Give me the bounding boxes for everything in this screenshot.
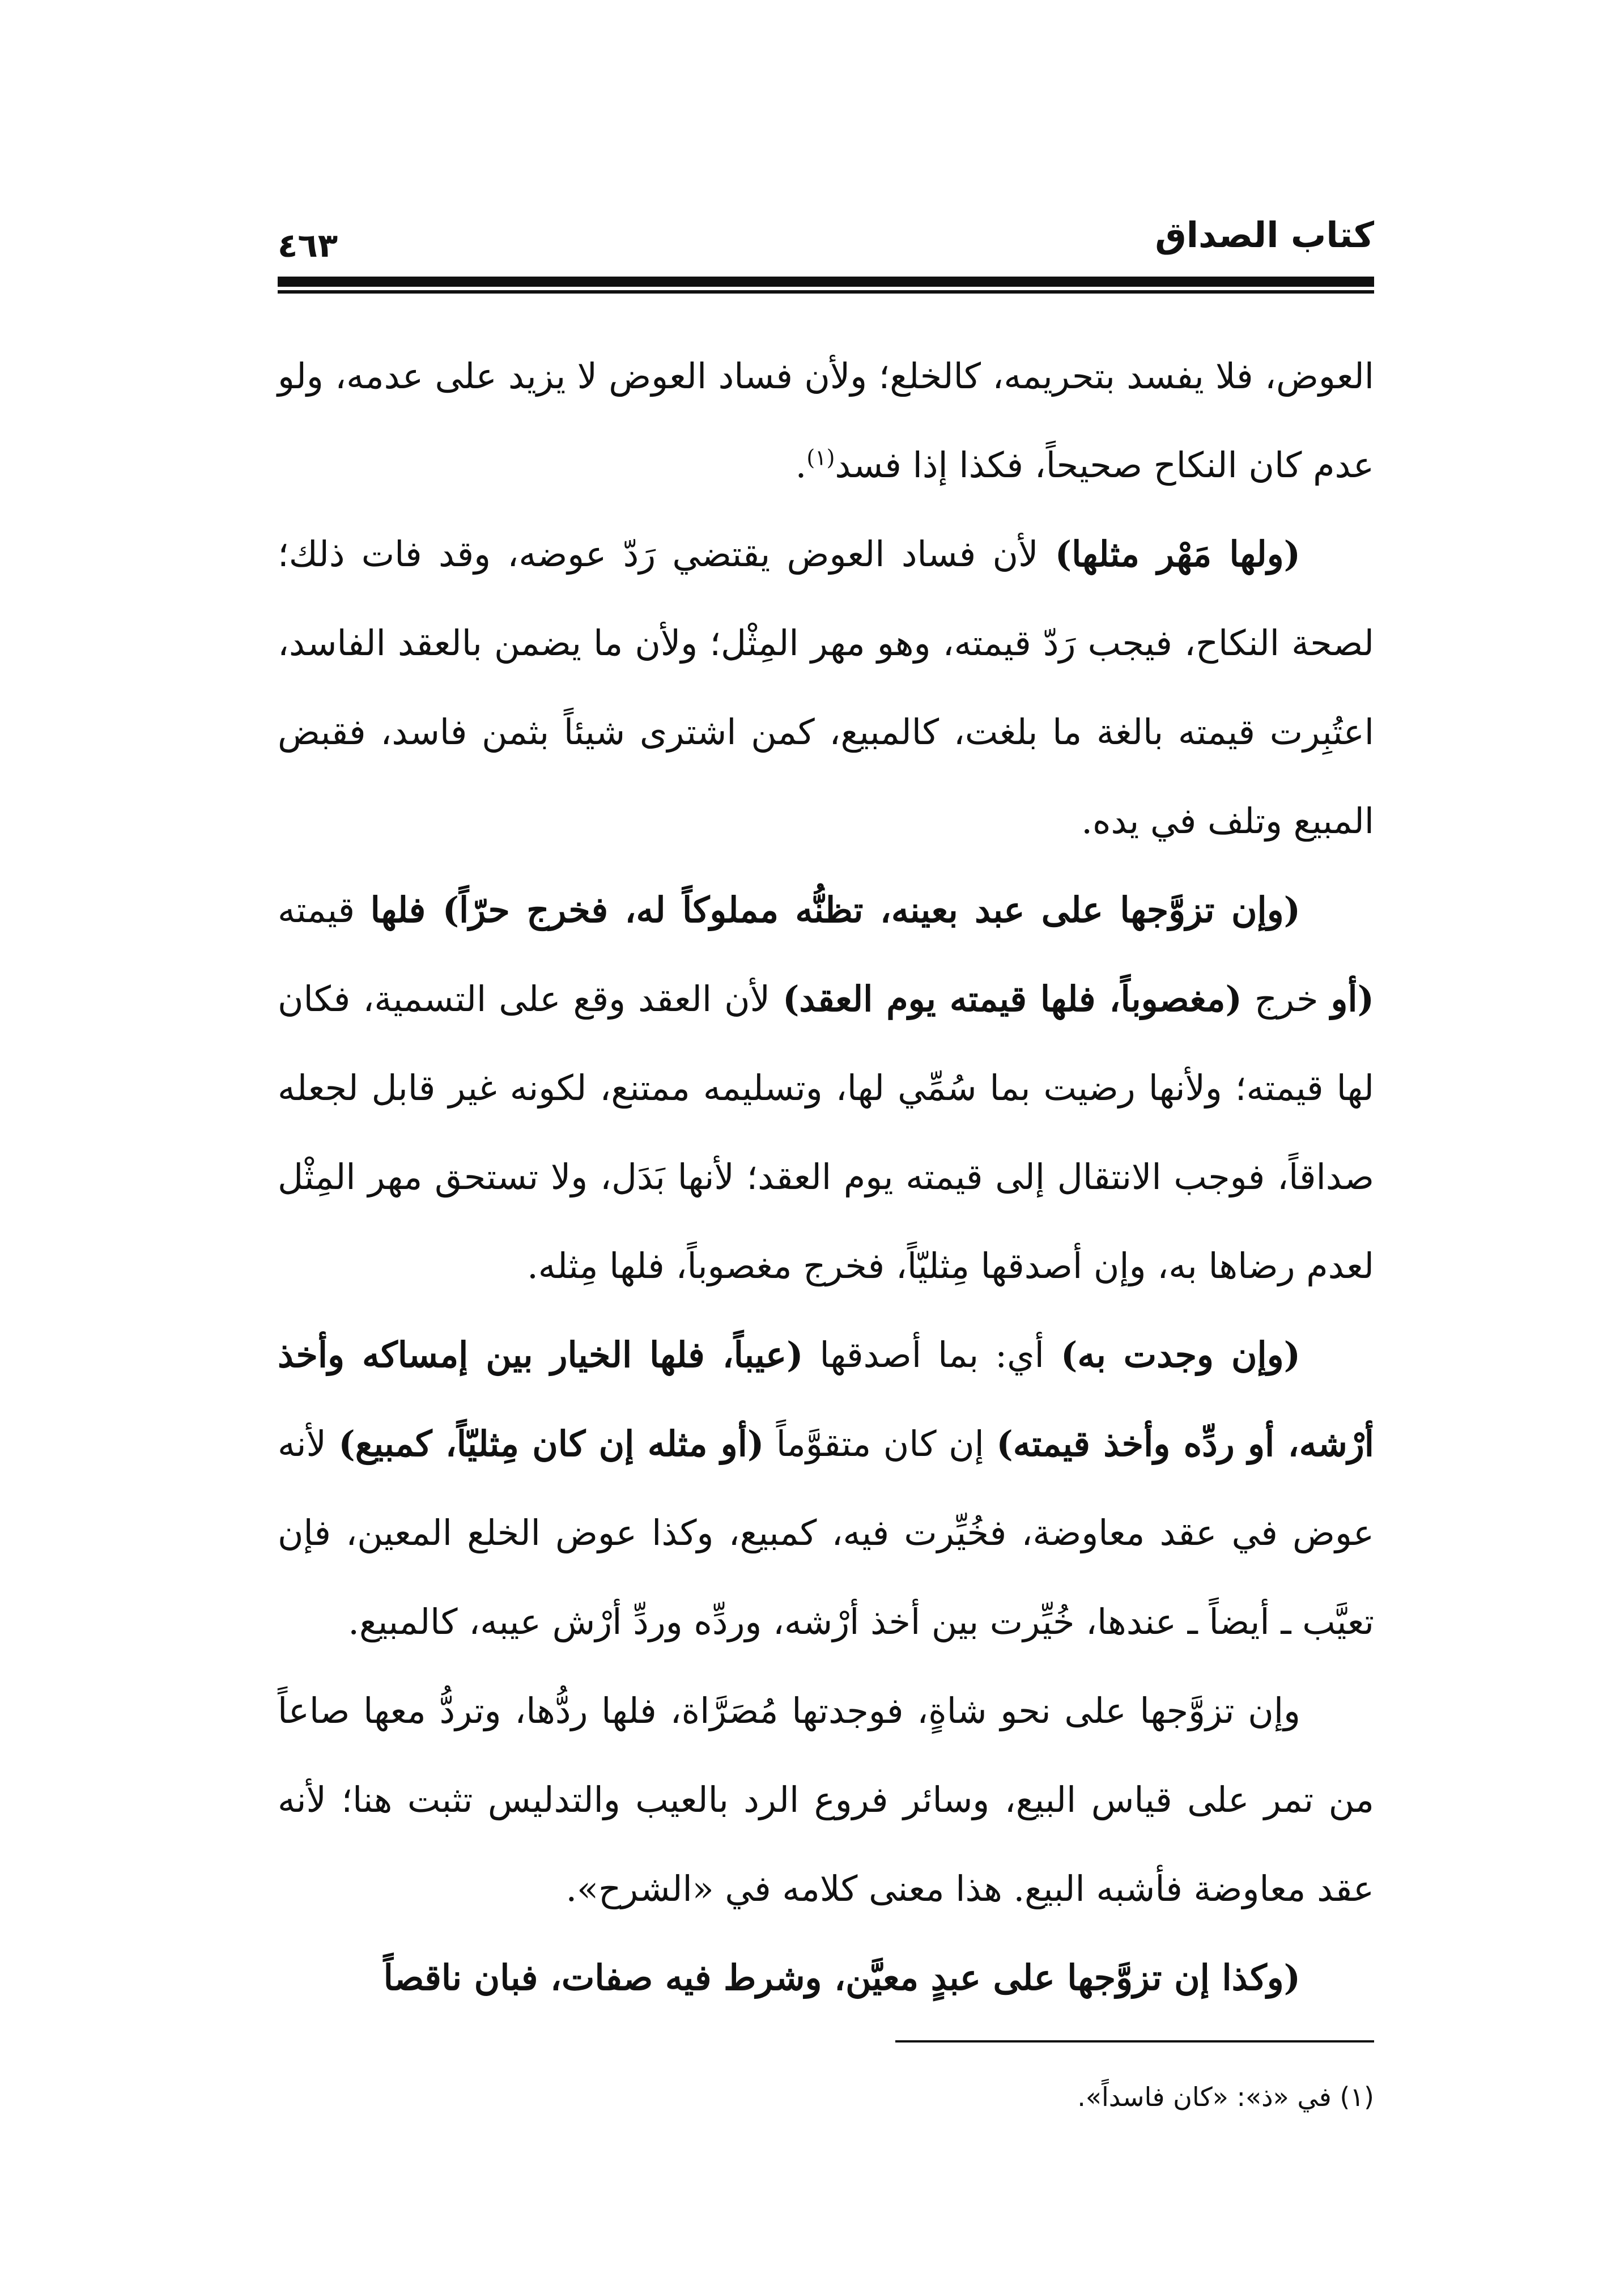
- paragraph-4-bold-1: (وإن وجدت به): [1061, 1334, 1300, 1375]
- paragraph-4-text-3: لأنه عوض في عقد معاوضة، فخُيِّرت فيه، كمبيع، وكذا عوض الخلع المعين، فإن تعيَّب ـ أيضاً ـ عندها، خُيِّرت بين أخذ أرْشه، وردِّه وردِّ أرْش عيبه، كالمبيع.: [278, 1423, 1375, 1642]
- paragraph-5-text: وإن تزوَّجها على نحو شاةٍ، فوجدتها مُصَرَّاة، فلها ردُّها، وتردُّ معها صاعاً من تمر على قياس البيع، وسائر فروع الرد بالعيب والتدليس تثبت هنا؛ لأنه عقد معاوضة فأشبه البيع. هذا معنى كلامه في «الشرح».: [278, 1690, 1374, 1909]
- paragraph-2-text: لأن فساد العوض يقتضي رَدّ عوضه، وقد فات ذلك؛ لصحة النكاح، فيجب رَدّ قيمته، وهو مهر المِثْل؛ ولأن ما يضمن بالعقد الفاسد، اعتُبِرت قيمته بالغة ما بلغت، كالمبيع، كمن اشترى شيئاً بثمن فاسد، فقبض المبيع وتلف في يده.: [278, 533, 1374, 842]
- paragraph-6-bold: (وكذا إن تزوَّجها على عبدٍ معيَّن، وشرط فيه صفات، فبان ناقصاً: [383, 1957, 1300, 1998]
- paragraph-1-text: العوض، فلا يفسد بتحريمه، كالخلع؛ ولأن فساد العوض لا يزيد على عدمه، ولو عدم كان النكاح صحيحاً، فكذا إذا فسد: [278, 355, 1374, 486]
- footnote-reference[interactable]: (١): [806, 445, 835, 470]
- header-rule-thin: [278, 290, 1374, 294]
- paragraph-1-end: .: [795, 444, 807, 486]
- paragraph-6: [278, 1933, 1374, 2022]
- paragraph-3-bold-1: (وإن تزوَّجها على عبد بعينه، تظنُّه مملوكاً له، فخرج حرّاً) فلها: [370, 889, 1300, 931]
- paragraph-3-text-1: قيمته: [278, 889, 371, 931]
- paragraph-1: [278, 332, 1374, 509]
- main-text: [278, 332, 1374, 2022]
- paragraph-4-bold-3: (أو مثله إن كان مِثليّاً، كمبيع): [338, 1423, 764, 1464]
- running-title: كتاب الصداق: [1155, 214, 1374, 256]
- paragraph-5: [278, 1666, 1374, 1933]
- paragraph-3: [278, 865, 1374, 1310]
- paragraph-4-text-2: إن كان متقوَّماً: [764, 1423, 997, 1464]
- paragraph-4: [278, 1310, 1374, 1666]
- paragraph-4-bold-2: (عيباً، فلها الخيار بين إمساكه وأخذ أرْشه، أو ردِّه وأخذ قيمته): [278, 1334, 1374, 1464]
- paragraph-2: [278, 509, 1374, 865]
- header-rule-thick: [278, 277, 1374, 287]
- paragraph-3-text-2: خرج: [1242, 978, 1331, 1020]
- page-number: ٤٦٣: [278, 226, 338, 265]
- paragraph-3-text-3: لأن العقد وقع على التسمية، فكان لها قيمته؛ ولأنها رضيت بما سُمِّي لها، وتسليمه ممتنع، لكونه غير قابل لجعله صداقاً، فوجب الانتقال إلى قيمته يوم العقد؛ لأنها بَدَل، ولا تستحق مهر المِثْل لعدم رضاها به، وإن أصدقها مِثليّاً، فخرج مغصوباً، فلها مِثله.: [278, 978, 1374, 1286]
- page-header: [278, 210, 1374, 272]
- paragraph-3-bold-2: (أو: [1330, 978, 1374, 1020]
- footnote-separator: [895, 2040, 1374, 2043]
- paragraph-2-bold: (ولها مَهْر مثلها): [1055, 533, 1300, 575]
- paragraph-3-bold-3: (مغصوباً، فلها قيمته يوم العقد): [783, 978, 1242, 1020]
- paragraph-4-text-1: أي: بما أصدقها: [803, 1334, 1061, 1375]
- footnote: (١) في «ذ»: «كان فاسداً».: [1077, 2082, 1374, 2112]
